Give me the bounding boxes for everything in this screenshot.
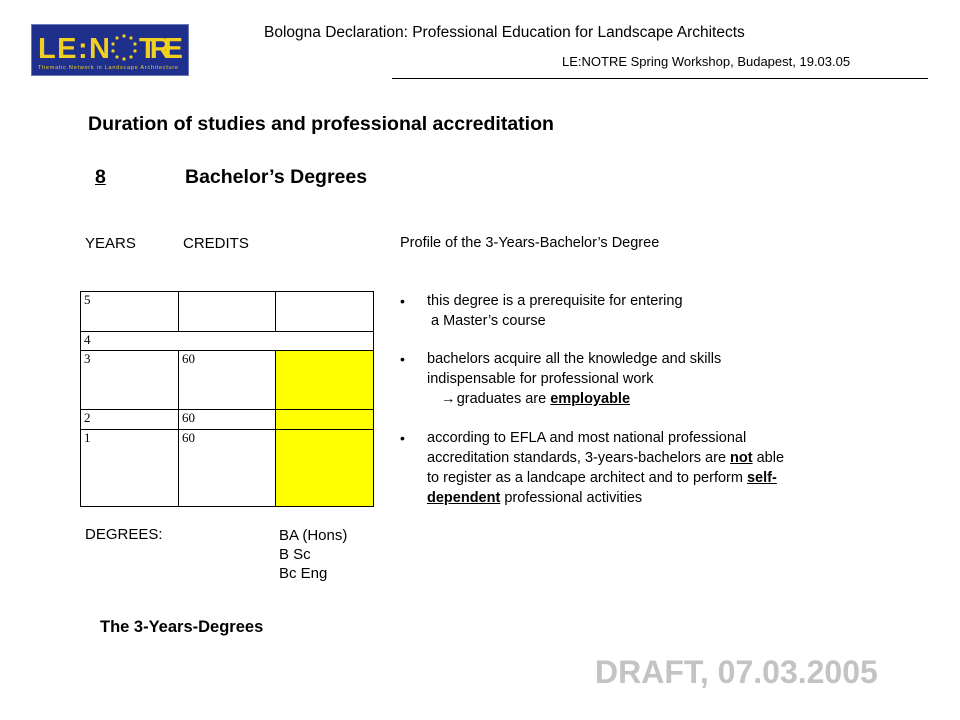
bullet-text: indispensable for professional work <box>427 371 654 387</box>
text-segment: to register as a landcape architect and to perform <box>427 470 747 486</box>
bullet-icon: • <box>400 351 405 367</box>
filled-credit-cell <box>275 409 374 430</box>
credits-cell <box>178 291 276 332</box>
bullet-text: this degree is a prerequisite for entering <box>427 293 683 309</box>
logo-graphic <box>32 25 188 75</box>
credits-cell: 60 <box>178 409 276 430</box>
table-row <box>80 291 179 332</box>
slide-number: 8 <box>95 166 106 188</box>
bullet-text: a Master’s course <box>431 313 546 329</box>
degree-item: B Sc <box>279 546 311 563</box>
bullet-icon: • <box>400 293 405 309</box>
svg-text:TRE: TRE <box>139 33 183 65</box>
degree-list <box>279 526 347 583</box>
year-cell: 5 <box>84 292 91 307</box>
svg-text:Thematic Network in Landscape: Thematic Network in Landscape Architecture <box>38 65 178 71</box>
bullet-text <box>427 469 777 487</box>
presentation-subtitle: LE:NOTRE Spring Workshop, Budapest, 19.03.05 <box>562 54 851 69</box>
bullet-text <box>441 390 630 408</box>
draft-watermark: DRAFT, 07.03.2005 <box>595 654 878 690</box>
filled-credit-cell <box>275 429 374 507</box>
degrees-label: DEGREES: <box>85 526 163 543</box>
filled-credit-cell <box>275 350 374 410</box>
svg-text:LE:N: LE:N <box>38 33 110 65</box>
presentation-title: Bologna Declaration: Professional Education for Landscape Architects <box>264 24 745 41</box>
header-divider <box>392 78 928 79</box>
le-notre-logo <box>31 24 189 76</box>
fill-cell <box>275 291 374 332</box>
emphasis-employable: employable <box>550 391 631 407</box>
emphasis-not: not <box>730 450 753 466</box>
text-segment: able <box>752 450 785 466</box>
degree-item: Bc Eng <box>279 565 328 582</box>
section-title: Duration of studies and professional accreditation <box>88 113 554 135</box>
slide-heading: Bachelor’s Degrees <box>185 166 368 188</box>
credits-column-header: CREDITS <box>183 235 249 252</box>
footer-label: The 3-Years-Degrees <box>100 618 264 636</box>
year-cell: 3 <box>80 350 179 410</box>
credits-cell: 60 <box>178 350 276 410</box>
arrow-icon: → <box>441 391 456 407</box>
bullet-icon: • <box>400 430 405 446</box>
bullet-text: bachelors acquire all the knowledge and skills <box>427 351 722 367</box>
bullet-text: according to EFLA and most national professional <box>427 430 747 446</box>
bullet-text <box>427 449 784 467</box>
table-row <box>80 331 374 351</box>
profile-title: Profile of the 3-Years-Bachelor’s Degree <box>400 235 660 251</box>
text-segment: professional activities <box>500 490 643 506</box>
year-cell: 1 <box>80 429 179 507</box>
credits-cell: 60 <box>178 429 276 507</box>
emphasis-self: self- <box>746 470 777 486</box>
years-column-header: YEARS <box>85 235 136 252</box>
degree-item: BA (Hons) <box>279 527 348 544</box>
emphasis-dependent: dependent <box>427 490 501 506</box>
year-cell: 4 <box>84 332 91 347</box>
year-cell: 2 <box>80 409 179 430</box>
text-segment: accreditation standards, 3-years-bachelors are <box>427 450 731 466</box>
bullet-text <box>427 489 642 507</box>
text-segment: graduates are <box>456 391 551 407</box>
